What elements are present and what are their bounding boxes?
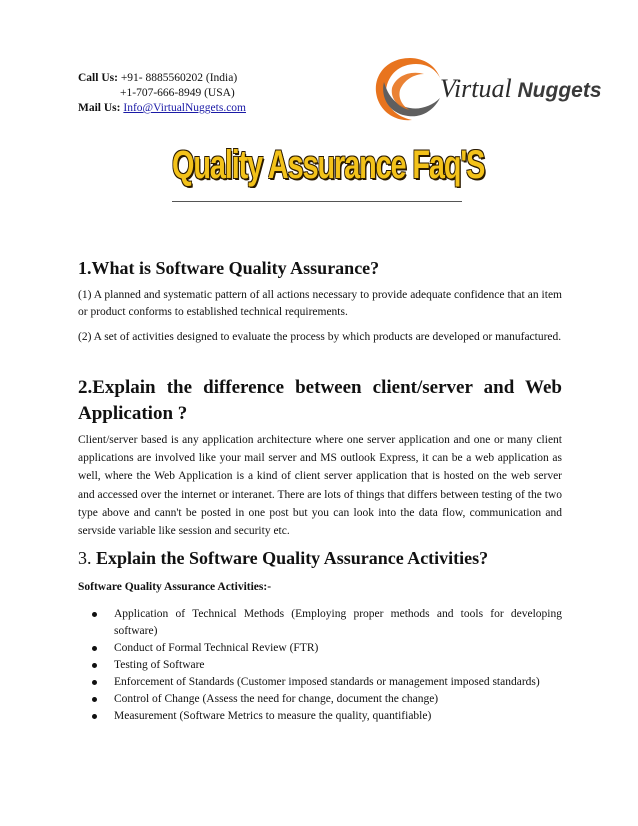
logo-swirl-icon <box>370 52 450 128</box>
phone-india: +91- 8885560202 (India) <box>120 72 238 84</box>
phone-india-line <box>78 71 246 86</box>
mail-line <box>78 101 246 116</box>
logo-wordmark <box>440 74 602 104</box>
question-3-title: Explain the Software Quality Assurance Activities? <box>96 548 489 568</box>
banner-divider <box>172 201 462 202</box>
question-3-number: 3. <box>78 548 92 568</box>
bullet-icon <box>92 612 97 617</box>
bullet-icon <box>92 646 97 651</box>
logo-word-virtual: Virtual <box>440 74 512 103</box>
question-2-heading: 2.Explain the difference between client/server and Web Application ? <box>78 377 562 424</box>
bullet-icon <box>92 680 97 685</box>
contact-block <box>78 71 246 116</box>
activities-list <box>92 606 562 725</box>
list-item: Application of Technical Methods (Employing proper methods and tools for developing software) <box>92 606 562 640</box>
page-banner <box>172 141 485 205</box>
question-1-paragraph-1: (1) A planned and systematic pattern of all actions necessary to provide adequate confidence that an item or product conforms to established technical requirements. <box>78 289 562 318</box>
call-label: Call Us: <box>78 72 118 84</box>
question-1-heading: 1.What is Software Quality Assurance? <box>78 258 380 278</box>
virtual-nuggets-logo <box>370 52 620 128</box>
list-item: Control of Change (Assess the need for change, document the change) <box>92 691 562 708</box>
question-3-heading <box>78 548 562 569</box>
email-link[interactable]: Info@VirtualNuggets.com <box>123 102 246 114</box>
bullet-icon <box>92 663 97 668</box>
list-item: Measurement (Software Metrics to measure the quality, quantifiable) <box>92 708 562 725</box>
list-item: Enforcement of Standards (Customer imposed standards or management imposed standards) <box>92 674 562 691</box>
question-2-paragraph: Client/server based is any application architecture where one server application and one or many client applications are involved like your mail server and MS outlook Express, it can be a web application as well, where the Web Application is a kind of client server application that is hosted on the web server and accessed over the internet or interanet. There are lots of things that differs between testing of the two type above and cann't be posted in one post but you can look into the data flow, communication and servside variable like session and security etc. <box>78 434 562 538</box>
mail-label: Mail Us: <box>78 102 121 114</box>
phone-usa: +1-707-666-8949 (USA) <box>120 87 235 99</box>
logo-word-nuggets: Nuggets <box>517 79 602 102</box>
bullet-icon <box>92 714 97 719</box>
question-3-subheading: Software Quality Assurance Activities:- <box>78 581 272 593</box>
banner-title: Quality Assurance Faq'S <box>172 143 485 187</box>
question-1-paragraph-2: (2) A set of activities designed to evaluate the process by which products are developed or manufactured. <box>78 331 562 343</box>
bullet-icon <box>92 697 97 702</box>
list-item: Testing of Software <box>92 657 562 674</box>
list-item: Conduct of Formal Technical Review (FTR) <box>92 640 562 657</box>
